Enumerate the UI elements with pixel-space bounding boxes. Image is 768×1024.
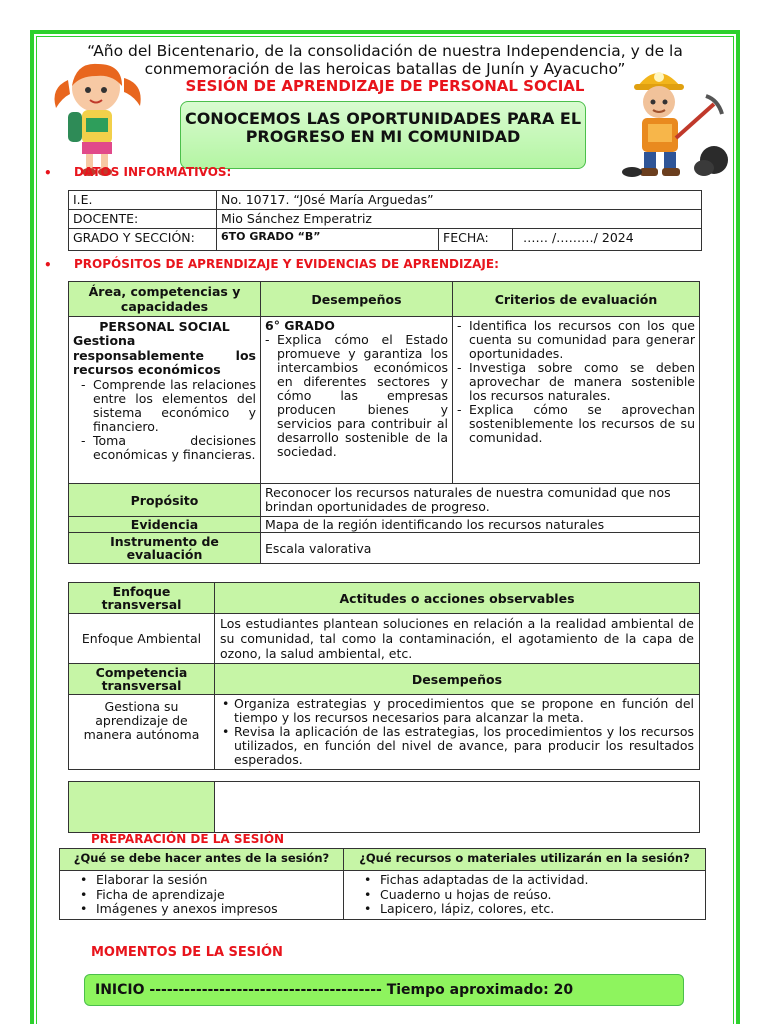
col-antes-header: ¿Qué se debe hacer antes de la sesión? [60,849,344,871]
grado-value: 6TO GRADO “B” [217,229,439,251]
ie-label: I.E. [69,191,217,210]
col-desempenos-header: Desempeños [261,282,453,317]
empty-table [68,781,700,833]
capacidades-list [81,378,256,462]
session-title: CONOCEMOS LAS OPORTUNIDADES PARA EL PROGRESO EN MI COMUNIDAD [184,109,582,146]
datos-heading: DATOS INFORMATIVOS: [74,165,232,179]
datos-table [68,190,702,251]
empty-cell-green [69,782,215,833]
criterio-item: - Investiga sobre como se deben aprovechar de manera sostenible los recursos naturales. [457,361,695,403]
recurso-item: • Cuaderno u hojas de reúso. [352,888,697,903]
capacidad-item: - Comprende las relaciones entre los elementos del sistema económico y financiero. [81,378,256,434]
transversal-table [68,582,700,770]
col-area-header: Área, competencias y capacidades [69,282,261,317]
evidencia-label: Evidencia [69,517,261,533]
grado-label: GRADO Y SECCIÓN: [69,229,217,251]
desempeno-item: • Revisa la aplicación de las estrategias, los procedimientos y los recursos utilizados, en función del nivel de avance, para producir los resultados esperados. [220,725,694,767]
competencia-header: Competencia transversal [69,664,215,695]
col-recursos-header: ¿Qué recursos o materiales utilizarán en la sesión? [344,849,706,871]
enfoque-name: Enfoque Ambiental [69,614,215,664]
instrumento-label: Instrumento de evaluación [69,533,261,564]
competencia-name: Gestiona su aprendizaje de manera autónoma [69,695,215,770]
antes-cell [60,871,344,920]
area-cell [69,317,261,484]
criterio-item: - Explica cómo se aprovechan sosteniblemente los recursos de su comunidad. [457,403,695,445]
momentos-heading: MOMENTOS DE LA SESIÓN [91,945,283,960]
recursos-list [352,873,697,917]
antes-list [68,873,335,917]
enfoque-text: Los estudiantes plantean soluciones en relación a la realidad ambiental de su comunidad, tal como la contaminación, el agotamiento de la capa de ozono, la salud ambiental, etc. [215,614,700,664]
competencia-name: Gestiona responsablemente los recursos económicos [73,333,256,377]
desempeno-cell [261,317,453,484]
bullet-icon: • [44,258,52,272]
desempeno-item: • Organiza estrategias y procedimientos que se propone en función del tiempo y los recursos necesarios para alcanzar la meta. [220,697,694,725]
desempeno-item: - Explica cómo el Estado promueve y garantiza los intercambios económicos en diferentes sectores y cómo las empresas producen bienes y servicios para contribuir al desarrollo sostenible de la sociedad. [265,333,448,459]
miner-worker-illustration [618,60,728,180]
instrumento-value: Escala valorativa [261,533,700,564]
criterios-cell [453,317,700,484]
proposito-value: Reconocer los recursos naturales de nuestra comunidad que nos brindan oportunidades de progreso. [261,484,700,517]
bullet-icon: • [44,166,52,180]
enfoque-header: Enfoque transversal [69,583,215,614]
antes-item: • Elaborar la sesión [68,873,335,888]
antes-item: • Imágenes y anexos impresos [68,902,335,917]
propositos-heading: PROPÓSITOS DE APRENDIZAJE Y EVIDENCIAS DE APRENDIZAJE: [74,257,499,271]
docente-label: DOCENTE: [69,210,217,229]
ie-value: No. 10717. “J0sé María Arguedas” [217,191,702,210]
preparacion-heading: PREPARACIÓN DE LA SESIÓN [91,832,285,846]
criterios-list [457,319,695,445]
col-criterios-header: Criterios de evaluación [453,282,700,317]
area-name: PERSONAL SOCIAL [99,319,230,334]
recurso-item: • Fichas adaptadas de la actividad. [352,873,697,888]
recurso-item: • Lapicero, lápiz, colores, etc. [352,902,697,917]
evidencia-value: Mapa de la región identificando los recursos naturales [261,517,700,533]
antes-item: • Ficha de aprendizaje [68,888,335,903]
desempenos-header: Desempeños [215,664,700,695]
preparacion-table [59,848,706,920]
inicio-bar: INICIO ---------------------------------------- Tiempo aproximado: 20 [84,974,684,1006]
desempenos-cell [215,695,700,770]
grado-label: 6° GRADO [265,318,335,333]
session-title-box [180,101,586,169]
fecha-label: FECHA: [439,229,513,251]
capacidad-item: - Toma decisiones económicas y financieras. [81,434,256,462]
propositos-table [68,281,700,564]
criterio-item: - Identifica los recursos con los que cuenta su comunidad para generar oportunidades. [457,319,695,361]
proposito-label: Propósito [69,484,261,517]
session-type: SESIÓN DE APRENDIZAJE DE PERSONAL SOCIAL [185,77,585,95]
desempenos-list [220,697,694,767]
recursos-cell [344,871,706,920]
actitudes-header: Actitudes o acciones observables [215,583,700,614]
empty-cell [215,782,700,833]
fecha-value: …… /………/ 2024 [513,229,702,251]
year-motto: “Año del Bicentenario, de la consolidación de nuestra Independencia, y de la conmemoración de las heroicas batallas de Junín y Ayacucho” [87,42,683,78]
docente-value: Mio Sánchez Emperatriz [217,210,702,229]
desempeno-list [265,333,448,459]
